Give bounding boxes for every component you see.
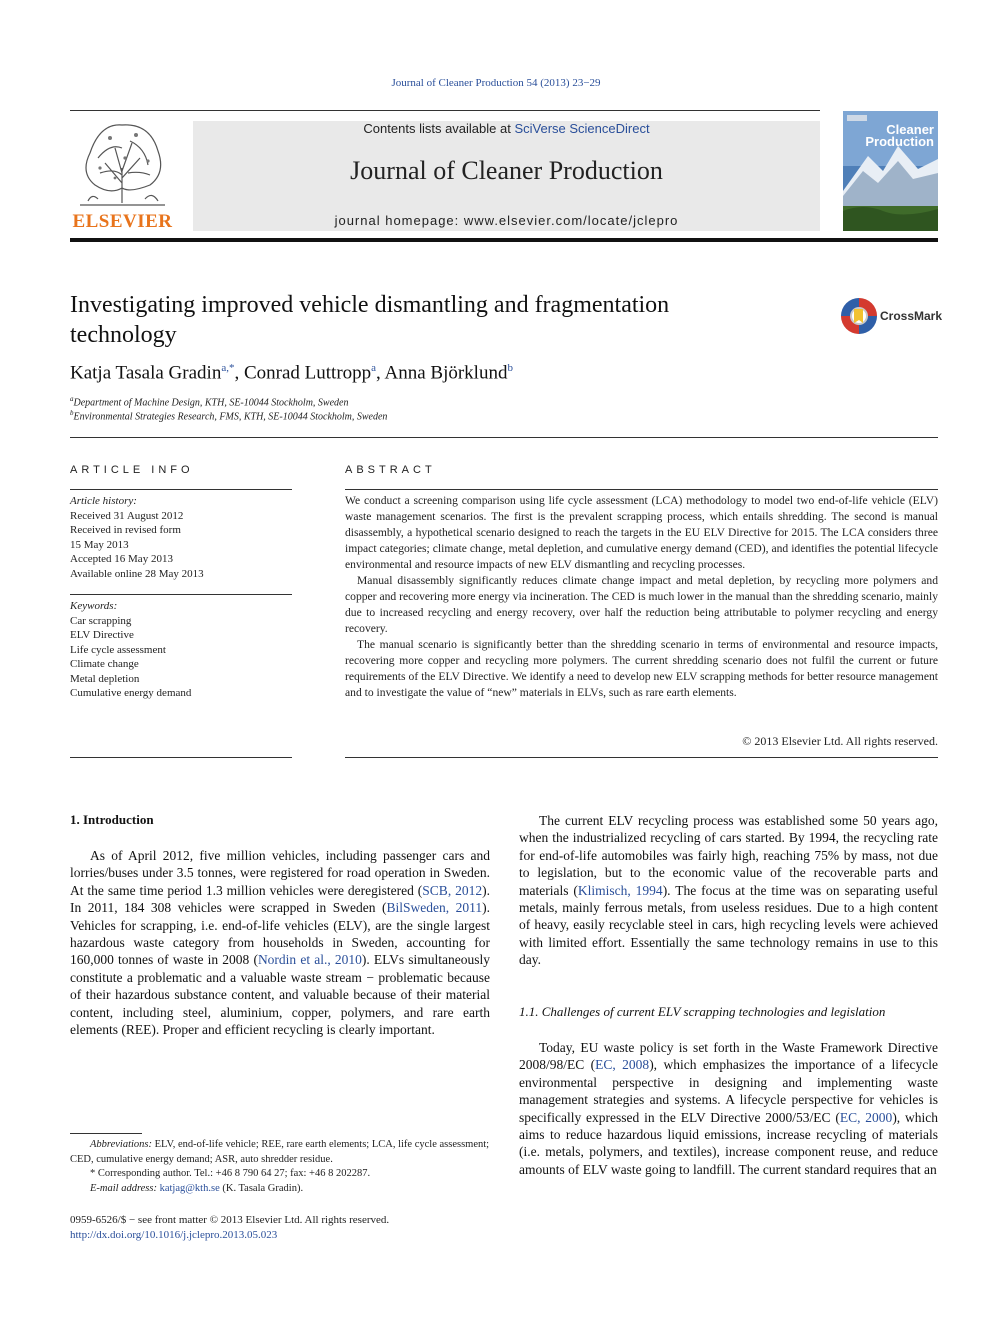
text-run: ). The focus at the time was on separating useful metals, mainly ferrous metals, from useless residues. Due to a high content of heavy, easily recyclable steel in cars, high recycling levels were achieved with limited effort. Essentially the same technology remains in use to this day.: [519, 882, 938, 968]
text-run: ), which emphasizes the importance of a lifecycle environmental perspective in designing and implementing waste management strategies and systems. A lifecycle perspective for vehicles is specifically expressed in the ELV Directive 2000/53/EC (: [519, 1057, 938, 1125]
cover-title-line2: Production: [865, 134, 934, 149]
abstract-body: [345, 493, 938, 701]
body-right-column: [519, 812, 938, 969]
text-run: The current ELV recycling process was established some 50 years ago, when the industrialized recycling of cars started. By 1994, the recycling rate for end-of-life automobiles was fairly high, reaching 75% by mass, not due to legislation, but to the economic value of the recoverable parts and materials (: [519, 813, 938, 898]
history-label: Article history:: [70, 495, 137, 507]
article-info-heading: ARTICLE INFO: [70, 464, 194, 476]
history-item: Received 31 August 2012: [70, 509, 184, 522]
author-name[interactable]: Katja Tasala Gradin: [70, 362, 222, 384]
citation-link[interactable]: BilSweden, 2011: [386, 900, 483, 916]
article-info-rule: [70, 489, 292, 490]
doi-link[interactable]: http://dx.doi.org/10.1016/j.jclepro.2013.05.023: [70, 1229, 278, 1241]
contents-line: [193, 121, 820, 136]
text-run: Today, EU waste policy is set forth in the Waste Framework Directive 2008/98/EC (: [519, 1040, 938, 1073]
citation-link[interactable]: EC, 2000: [839, 1109, 893, 1125]
author-separator: ,: [376, 362, 385, 384]
journal-name: Journal of Cleaner Production: [350, 156, 663, 185]
article-title-line2: technology: [70, 322, 177, 348]
header-rule: [70, 110, 820, 111]
keyword-item: Metal depletion: [70, 672, 140, 685]
article-history: [70, 494, 292, 581]
bottom-meta: [70, 1213, 389, 1243]
issn-line: 0959-6526/$ − see front matter © 2013 Elsevier Ltd. All rights reserved.: [70, 1214, 390, 1226]
citation-link[interactable]: Klimisch, 1994: [577, 882, 663, 898]
citation-link[interactable]: Nordin et al., 2010: [257, 952, 362, 968]
abstract-paragraph: We conduct a screening comparison using life cycle assessment (LCA) methodology to model two end-of-life vehicle (ELV) waste management scenarios. The first is the prevalent scrapping process, which entails shredding. The second is manual disassembly, a hypothetical scenario designed to reach the targets in the EU ELV Directive for 2015. The LCA considers three impact categories; climate change, metal depletion, and cumulative energy demand (CED), and identifies the potential lifecycle environmental and resource impacts of new ELV dismantling and recycling processes.: [345, 494, 938, 571]
text-run: ). In 2011, 184 308 vehicles were scrapped in Sweden (: [70, 882, 490, 916]
sciencedirect-link[interactable]: SciVerse ScienceDirect: [514, 121, 650, 136]
journal-reference[interactable]: Journal of Cleaner Production 54 (2013) 23−29: [391, 77, 601, 89]
body-paragraph: [519, 812, 938, 969]
keyword-item: ELV Directive: [70, 629, 134, 641]
abbreviations-text: ELV, end-of-life vehicle; REE, rare earth elements; LCA, life cycle assessment; CED, cumulative energy demand; ASR, auto shredder residue.: [70, 1139, 490, 1165]
text-run: ). Vehicles for scrapping, i.e. end-of-life vehicles (ELV), are the single largest hazardous waste category from households in Sweden, accounting for 160,000 tonnes of waste in 2008 (: [70, 900, 491, 968]
author-name[interactable]: Conrad Luttropp: [243, 362, 372, 384]
article-title: [70, 290, 790, 350]
subsection-heading: 1.1. Challenges of current ELV scrapping technologies and legislation: [519, 1004, 886, 1019]
abstract-bottom-rule: [345, 757, 938, 758]
keyword-item: Cumulative energy demand: [70, 687, 192, 699]
section-heading: 1. Introduction: [70, 812, 154, 827]
author-sup[interactable]: a,*: [221, 362, 235, 374]
email-footnote: [70, 1182, 490, 1197]
keywords-rule: [70, 594, 292, 595]
body-right-column-continued: [519, 1039, 938, 1178]
email-suffix: (K. Tasala Gradin).: [219, 1182, 304, 1194]
text-run: ), which aims to reduce hazardous liquid emissions, increase recycling of materials (i.e. metals, polymers, and textiles), increase component reuse, and reduce amounts of ELV waste going to landfill. The current standard requires that an: [519, 1109, 938, 1177]
corresponding-author: * Corresponding author. Tel.: +46 8 790 64 27; fax: +46 8 202287.: [90, 1168, 371, 1179]
text-run: As of April 2012, five million vehicles, including passenger cars and lorries/buses under 3.5 tonnes, were registered for road operation in Sweden. At the same time period 1.3 million vehicles were deregistered (: [70, 848, 490, 898]
article-title-line1: Investigating improved vehicle dismantling and fragmentation: [70, 292, 670, 318]
affiliation-sup: b: [70, 409, 74, 417]
article-info-bottom-rule: [70, 757, 292, 758]
author-name[interactable]: Anna Björklund: [384, 362, 508, 384]
abstract-copyright: © 2013 Elsevier Ltd. All rights reserved.: [742, 734, 938, 748]
history-item: Accepted 16 May 2013: [70, 553, 173, 565]
author-list: [70, 362, 513, 384]
history-item: Received in revised form: [70, 524, 181, 536]
author-sup[interactable]: a: [371, 362, 377, 374]
affiliation-sup: a: [70, 395, 74, 403]
footnotes: [70, 1138, 490, 1196]
affiliation: [70, 409, 387, 422]
header-thick-rule: [70, 238, 938, 242]
keyword-item: Climate change: [70, 658, 139, 670]
affiliation-text: Department of Machine Design, KTH, SE-10044 Stockholm, Sweden: [73, 397, 349, 409]
affiliation: [70, 395, 348, 408]
crossmark-label[interactable]: CrossMark: [880, 309, 943, 323]
history-item: Available online 28 May 2013: [70, 567, 204, 580]
contents-prefix: Contents lists available at: [363, 121, 515, 136]
keywords: [70, 599, 292, 701]
body-paragraph: [70, 847, 490, 1038]
citation-link[interactable]: SCB, 2012: [422, 882, 483, 898]
text-run: ). ELVs simultaneously constitute a problematic and a valuable waste stream − problematic because of their hazardous substance content, and valuable because of their material content, including steel, aluminium, copper, polymers, and rare earth elements (REE). Proper and efficient recycling is clearly important.: [70, 952, 490, 1038]
abstract-rule: [345, 489, 938, 490]
email-label: E-mail address:: [90, 1182, 157, 1194]
abbreviations-label: Abbreviations:: [90, 1139, 153, 1150]
body-left-column: [70, 847, 490, 1038]
journal-homepage[interactable]: journal homepage: www.elsevier.com/locate/jclepro: [334, 213, 679, 228]
author-sup[interactable]: b: [507, 362, 513, 374]
title-block-rule: [70, 437, 938, 438]
email-link[interactable]: katjag@kth.se: [159, 1182, 220, 1194]
cover-title: [848, 124, 934, 148]
keyword-item: Life cycle assessment: [70, 643, 166, 656]
affiliation-text: Environmental Strategies Research, FMS, KTH, SE-10044 Stockholm, Sweden: [73, 411, 388, 423]
citation-link[interactable]: EC, 2008: [595, 1057, 650, 1073]
keyword-item: Car scrapping: [70, 614, 132, 627]
abstract-heading: ABSTRACT: [345, 464, 436, 476]
abstract-paragraph: Manual disassembly significantly reduces climate change impact and metal depletion, by recycling more polymers and copper and recovering more energy via incineration. The CED is much lower in the manual than the shredding scenario, mainly due to increased recycling and energy recovery, over half the reduction being attributable to polymer recycling and energy recovery.: [345, 574, 938, 635]
abstract-paragraph: The manual scenario is significantly better than the shredding scenario in terms of environmental and resource impacts, recovering more copper and recycling more polymers. The current shredding scenario does not fulfil the current or future requirements of the ELV Directive. We identify a need to develop new ELV scrapping methods for better resource management and to investigate the value of “new” materials in ELVs, such as rare earth elements.: [345, 638, 938, 699]
cover-title-line1: Cleaner: [886, 122, 934, 137]
keywords-label: Keywords:: [70, 600, 118, 612]
footnote-rule: [70, 1133, 142, 1134]
author-separator: ,: [234, 362, 244, 384]
body-paragraph: [519, 1039, 938, 1178]
elsevier-wordmark[interactable]: ELSEVIER: [72, 211, 173, 232]
history-item: 15 May 2013: [70, 538, 129, 551]
abbreviations-footnote: [70, 1138, 490, 1167]
